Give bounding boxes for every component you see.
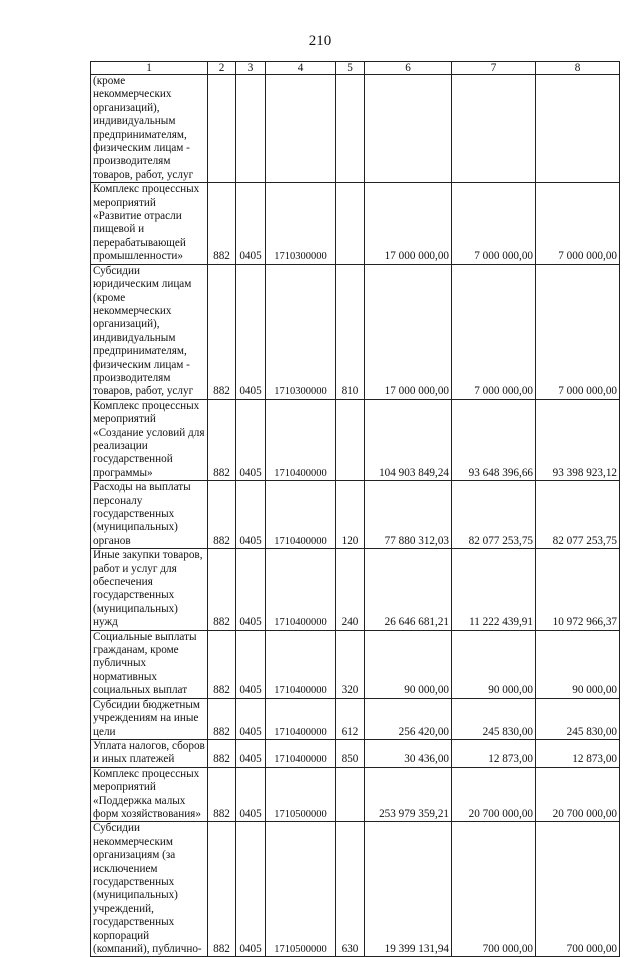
expense-type-code: 810 [336,264,365,399]
section-code: 0405 [236,822,266,957]
amount-col-8: 7 000 000,00 [536,264,620,399]
expense-type-code [336,183,365,264]
section-code: 0405 [236,264,266,399]
column-number: 5 [336,62,365,75]
amount-col-6: 30 436,00 [365,739,452,767]
amount-col-8: 90 000,00 [536,630,620,698]
target-article-code [266,75,336,183]
amount-col-6: 26 646 681,21 [365,549,452,630]
table-row [91,481,620,549]
budget-table [90,61,620,957]
table-row [91,822,620,957]
column-number: 2 [208,62,236,75]
target-article-code: 1710300000 [266,264,336,399]
section-code: 0405 [236,739,266,767]
amount-col-7: 90 000,00 [452,630,536,698]
amount-col-8: 20 700 000,00 [536,767,620,822]
expense-type-code [336,767,365,822]
amount-col-7: 7 000 000,00 [452,264,536,399]
table-row [91,399,620,480]
column-number: 6 [365,62,452,75]
amount-col-8: 82 077 253,75 [536,481,620,549]
amount-col-7: 700 000,00 [452,822,536,957]
table-row [91,264,620,399]
ministry-code: 882 [208,481,236,549]
expense-type-code: 120 [336,481,365,549]
expense-name: Субсидии юридическим лицам (кроме некоммерческих организаций), индивидуальным предпринимателям, физическим лицам - производителям товаров, работ, услуг [91,264,208,399]
amount-col-8: 93 398 923,12 [536,399,620,480]
target-article-code: 1710400000 [266,630,336,698]
table-row [91,75,620,183]
section-code: 0405 [236,549,266,630]
ministry-code: 882 [208,739,236,767]
expense-type-code: 630 [336,822,365,957]
amount-col-8: 245 830,00 [536,698,620,739]
ministry-code: 882 [208,183,236,264]
expense-name: Уплата налогов, сборов и иных платежей [91,739,208,767]
amount-col-6: 17 000 000,00 [365,264,452,399]
expense-name: Иные закупки товаров, работ и услуг для обеспечения государственных (муниципальных) нужд [91,549,208,630]
ministry-code: 882 [208,698,236,739]
amount-col-7 [452,75,536,183]
expense-type-code: 320 [336,630,365,698]
expense-name: Расходы на выплаты персоналу государственных (муниципальных) органов [91,481,208,549]
target-article-code: 1710400000 [266,481,336,549]
column-number-row [91,62,620,75]
amount-col-8: 7 000 000,00 [536,183,620,264]
amount-col-6: 253 979 359,21 [365,767,452,822]
table-row [91,630,620,698]
target-article-code: 1710500000 [266,822,336,957]
target-article-code: 1710400000 [266,739,336,767]
amount-col-7: 11 222 439,91 [452,549,536,630]
section-code: 0405 [236,481,266,549]
amount-col-8 [536,75,620,183]
expense-type-code [336,75,365,183]
expense-name: Комплекс процессных мероприятий «Развитие отрасли пищевой и перерабатывающей промышленности» [91,183,208,264]
expense-type-code: 612 [336,698,365,739]
ministry-code: 882 [208,399,236,480]
expense-name: Комплекс процессных мероприятий «Поддержка малых форм хозяйствования» [91,767,208,822]
table-row [91,698,620,739]
amount-col-8: 10 972 966,37 [536,549,620,630]
target-article-code: 1710400000 [266,698,336,739]
amount-col-7: 82 077 253,75 [452,481,536,549]
table-row [91,183,620,264]
amount-col-6 [365,75,452,183]
expense-name: Субсидии некоммерческим организациям (за исключением государственных (муниципальных) учреждений, государственных корпораций (компаний), публично- [91,822,208,957]
amount-col-6: 256 420,00 [365,698,452,739]
amount-col-6: 77 880 312,03 [365,481,452,549]
section-code: 0405 [236,399,266,480]
table-row [91,767,620,822]
expense-type-code [336,399,365,480]
expense-name: Субсидии бюджетным учреждениям на иные цели [91,698,208,739]
ministry-code: 882 [208,264,236,399]
page-number: 210 [308,33,332,49]
section-code: 0405 [236,698,266,739]
section-code: 0405 [236,183,266,264]
expense-name: Социальные выплаты гражданам, кроме публичных нормативных социальных выплат [91,630,208,698]
column-number: 7 [452,62,536,75]
amount-col-6: 17 000 000,00 [365,183,452,264]
expense-name: (кроме некоммерческих организаций), индивидуальным предпринимателям, физическим лицам - производителям товаров, работ, услуг [91,75,208,183]
ministry-code: 882 [208,549,236,630]
column-number: 3 [236,62,266,75]
column-number: 1 [91,62,208,75]
amount-col-7: 7 000 000,00 [452,183,536,264]
ministry-code [208,75,236,183]
amount-col-6: 90 000,00 [365,630,452,698]
target-article-code: 1710500000 [266,767,336,822]
amount-col-6: 104 903 849,24 [365,399,452,480]
ministry-code: 882 [208,822,236,957]
ministry-code: 882 [208,767,236,822]
amount-col-7: 20 700 000,00 [452,767,536,822]
amount-col-8: 12 873,00 [536,739,620,767]
ministry-code: 882 [208,630,236,698]
section-code [236,75,266,183]
target-article-code: 1710400000 [266,399,336,480]
target-article-code: 1710300000 [266,183,336,264]
expense-name: Комплекс процессных мероприятий «Создание условий для реализации государственной программы» [91,399,208,480]
amount-col-7: 245 830,00 [452,698,536,739]
section-code: 0405 [236,767,266,822]
table-row [91,549,620,630]
amount-col-7: 93 648 396,66 [452,399,536,480]
column-number: 4 [266,62,336,75]
column-number: 8 [536,62,620,75]
expense-type-code: 850 [336,739,365,767]
table-row [91,739,620,767]
target-article-code: 1710400000 [266,549,336,630]
amount-col-6: 19 399 131,94 [365,822,452,957]
amount-col-7: 12 873,00 [452,739,536,767]
expense-type-code: 240 [336,549,365,630]
section-code: 0405 [236,630,266,698]
amount-col-8: 700 000,00 [536,822,620,957]
